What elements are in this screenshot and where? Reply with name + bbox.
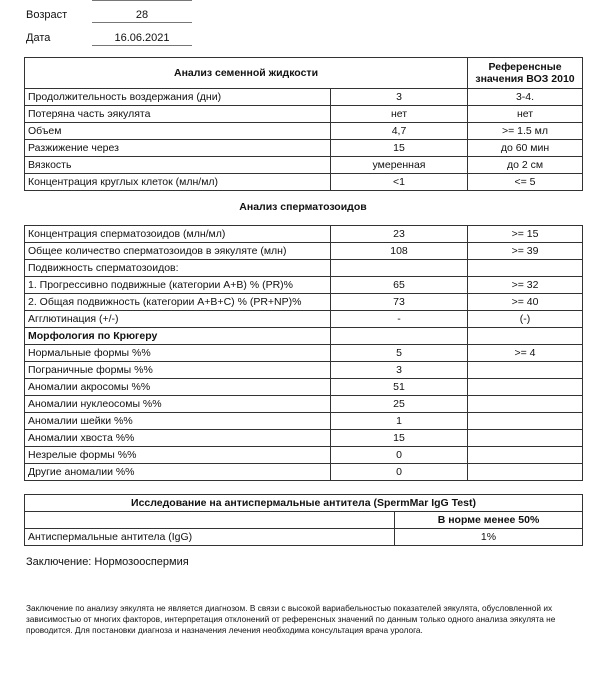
antibody-norm-header: В норме менее 50% [395, 512, 583, 529]
date-value: 16.06.2021 [92, 32, 192, 46]
row-value: 25 [331, 396, 468, 413]
table-row [25, 345, 583, 362]
row-name: Концентрация круглых клеток (млн/мл) [25, 174, 331, 191]
antibody-row [25, 529, 583, 546]
row-name: Аномалии акросомы %% [25, 379, 331, 396]
table-row [25, 447, 583, 464]
row-value: - [331, 311, 468, 328]
table-row [25, 140, 583, 157]
semen-analysis-table [24, 57, 583, 191]
row-name: Потеряна часть эякулята [25, 106, 331, 123]
age-label: Возраст [26, 9, 68, 21]
table-row [25, 396, 583, 413]
row-value: 4,7 [331, 123, 468, 140]
row-name: Концентрация сперматозоидов (млн/мл) [25, 226, 331, 243]
row-name: Аномалии нуклеосомы %% [25, 396, 331, 413]
row-name: Незрелые формы %% [25, 447, 331, 464]
row-name: Подвижность сперматозоидов: [25, 260, 331, 277]
table-row [25, 464, 583, 481]
table-row [25, 413, 583, 430]
row-reference [468, 396, 583, 413]
table-row [25, 226, 583, 243]
row-name: Пограничные формы %% [25, 362, 331, 379]
antibody-value: 1% [395, 529, 583, 546]
date-field [26, 32, 170, 44]
morphology-title: Морфология по Крюгеру [25, 328, 331, 345]
row-value: 108 [331, 243, 468, 260]
row-name: 1. Прогрессивно подвижные (категории А+В) % (PR)% [25, 277, 331, 294]
row-reference: нет [468, 106, 583, 123]
row-value: 3 [331, 362, 468, 379]
row-name: Продолжительность воздержания (дни) [25, 89, 331, 106]
row-value: 3 [331, 89, 468, 106]
row-name: Разжижение через [25, 140, 331, 157]
row-name: Нормальные формы %% [25, 345, 331, 362]
row-value: 5 [331, 345, 468, 362]
row-reference: >= 39 [468, 243, 583, 260]
row-value: 65 [331, 277, 468, 294]
sperm-analysis-table [24, 225, 583, 481]
row-reference: >= 4 [468, 345, 583, 362]
row-name: Аномалии шейки %% [25, 413, 331, 430]
row-reference [468, 260, 583, 277]
row-value: 23 [331, 226, 468, 243]
table-row [25, 106, 583, 123]
table-row [25, 157, 583, 174]
row-value: 0 [331, 447, 468, 464]
row-reference [468, 413, 583, 430]
age-value: 28 [92, 9, 192, 23]
antibody-table-title: Исследование на антиспермальные антитела (SpermMar IgG Test) [25, 495, 583, 512]
table-row [25, 123, 583, 140]
table-row [25, 294, 583, 311]
row-reference: до 60 мин [468, 140, 583, 157]
row-value: 1 [331, 413, 468, 430]
table-row [25, 174, 583, 191]
table-row [25, 430, 583, 447]
row-reference [468, 464, 583, 481]
row-reference: >= 40 [468, 294, 583, 311]
row-reference [468, 362, 583, 379]
table-row [25, 277, 583, 294]
reference-header: Референсные значения ВОЗ 2010 [468, 58, 583, 89]
top-divider [92, 0, 192, 1]
row-name: Другие аномалии %% [25, 464, 331, 481]
table-row [25, 362, 583, 379]
table-row [25, 311, 583, 328]
sperm-section-title: Анализ сперматозоидов [239, 201, 367, 213]
row-value: 0 [331, 464, 468, 481]
row-name: Вязкость [25, 157, 331, 174]
row-value: нет [331, 106, 468, 123]
row-name: Общее количество сперматозоидов в эякуляте (млн) [25, 243, 331, 260]
row-reference: 3-4. [468, 89, 583, 106]
age-field [26, 9, 149, 21]
row-value: 15 [331, 140, 468, 157]
row-value: 73 [331, 294, 468, 311]
table-row [25, 260, 583, 277]
row-value: <1 [331, 174, 468, 191]
row-name: Аномалии хвоста %% [25, 430, 331, 447]
row-name: Агглютинация (+/-) [25, 311, 331, 328]
row-value: умеренная [331, 157, 468, 174]
row-reference: >= 15 [468, 226, 583, 243]
row-reference [468, 430, 583, 447]
row-reference: до 2 см [468, 157, 583, 174]
disclaimer-text: Заключение по анализу эякулята не является диагнозом. В связи с высокой вариабельностью показателей эякулята, обусловленной их зависимостью от многих факторов, интерпретация отклонений от референсных значений по данным только одного анализа эякулята не проводится. Для постановки диагноза и назначения лечения необходима консультация врача уролога. [26, 603, 556, 635]
row-value: 15 [331, 430, 468, 447]
row-name: 2. Общая подвижность (категории А+В+С) % (PR+NP)% [25, 294, 331, 311]
table-row [25, 243, 583, 260]
semen-table-title: Анализ семенной жидкости [25, 58, 468, 89]
row-reference: >= 32 [468, 277, 583, 294]
table-row [25, 89, 583, 106]
date-label: Дата [26, 32, 51, 44]
conclusion-text: Заключение: Нормозооспермия [26, 556, 189, 568]
antibody-name: Антиспермальные антитела (IgG) [25, 529, 395, 546]
row-reference: (-) [468, 311, 583, 328]
antibody-table [24, 494, 583, 546]
row-value [331, 260, 468, 277]
row-name: Объем [25, 123, 331, 140]
row-reference: >= 1.5 мл [468, 123, 583, 140]
table-row [25, 379, 583, 396]
row-reference: <= 5 [468, 174, 583, 191]
row-reference [468, 447, 583, 464]
row-reference [468, 379, 583, 396]
row-value: 51 [331, 379, 468, 396]
